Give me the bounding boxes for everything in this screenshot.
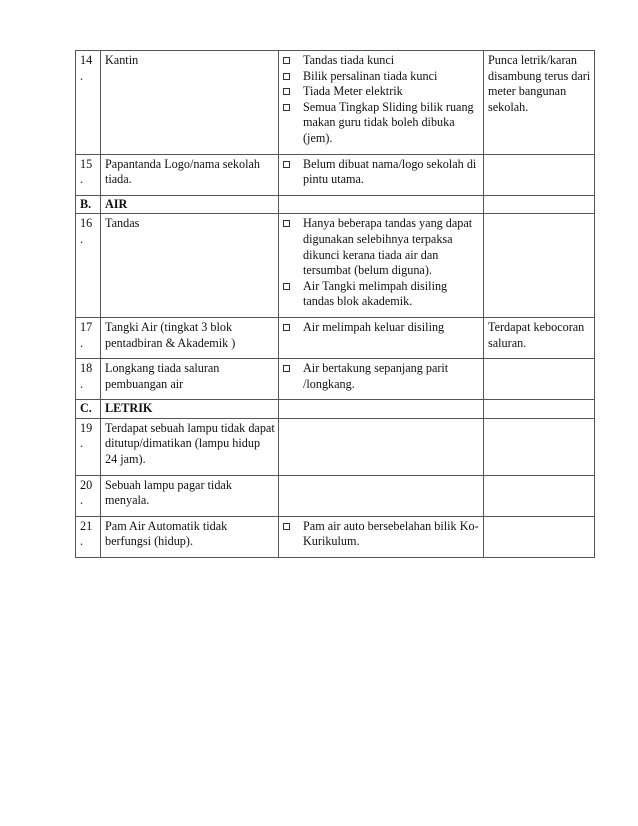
item-name: Tangki Air (tingkat 3 blok pentadbiran & Akademik ): [101, 317, 279, 358]
row-number: 16 .: [76, 214, 101, 318]
remarks-cell: Punca letrik/karan disambung terus dari meter bangunan sekolah.: [484, 51, 595, 155]
row-number: 18 .: [76, 359, 101, 400]
list-item: [283, 320, 480, 336]
finding-text: Belum dibuat nama/logo sekolah di pintu utama.: [303, 156, 477, 187]
list-item: [283, 53, 480, 69]
findings-list: [283, 157, 480, 188]
checkbox-bullet-icon: [283, 73, 290, 80]
checkbox-bullet-icon: [283, 104, 290, 111]
inspection-table-body: [76, 51, 595, 558]
row-number: 19 .: [76, 418, 101, 475]
findings-cell: [279, 475, 484, 516]
remarks-cell: [484, 359, 595, 400]
table-row: [76, 418, 595, 475]
row-number: 14 .: [76, 51, 101, 155]
remarks-cell: [484, 154, 595, 195]
table-row: [76, 154, 595, 195]
item-name: Tandas: [101, 214, 279, 318]
checkbox-bullet-icon: [283, 220, 290, 227]
finding-text: Air bertakung sepanjang parit /longkang.: [303, 361, 449, 391]
checkbox-bullet-icon: [283, 523, 290, 530]
findings-cell: [279, 418, 484, 475]
section-header-row: [76, 400, 595, 419]
remarks-cell: [484, 516, 595, 557]
empty-cell: [484, 400, 595, 419]
findings-cell: [279, 359, 484, 400]
finding-text: Air Tangki melimpah disiling tandas blok akademik.: [303, 278, 448, 309]
checkbox-bullet-icon: [283, 365, 290, 372]
checkbox-bullet-icon: [283, 324, 290, 331]
list-item: [283, 100, 480, 147]
row-number: 17 .: [76, 317, 101, 358]
remarks-cell: [484, 475, 595, 516]
empty-cell: [484, 195, 595, 214]
remarks-cell: [484, 214, 595, 318]
findings-list: [283, 519, 480, 550]
list-item: [283, 84, 480, 100]
item-name: Pam Air Automatik tidak berfungsi (hidup).: [101, 516, 279, 557]
finding-text: Semua Tingkap Sliding bilik ruang makan guru tidak boleh dibuka (jem).: [303, 99, 474, 145]
section-title: LETRIK: [101, 400, 279, 419]
list-item: [283, 216, 480, 278]
row-number: 21 .: [76, 516, 101, 557]
item-name: Sebuah lampu pagar tidak menyala.: [101, 475, 279, 516]
table-row: [76, 317, 595, 358]
finding-text: Tiada Meter elektrik: [303, 84, 403, 99]
table-row: [76, 516, 595, 557]
inspection-table: [75, 50, 595, 558]
findings-list: [283, 361, 480, 392]
table-row: [76, 359, 595, 400]
table-row: [76, 51, 595, 155]
findings-cell: [279, 317, 484, 358]
row-number: 15 .: [76, 154, 101, 195]
section-header-row: [76, 195, 595, 214]
item-name: Terdapat sebuah lampu tidak dapat ditutup/dimatikan (lampu hidup 24 jam).: [101, 418, 279, 475]
findings-cell: [279, 154, 484, 195]
item-name: Papantanda Logo/nama sekolah tiada.: [101, 154, 279, 195]
checkbox-bullet-icon: [283, 283, 290, 290]
finding-text: Hanya beberapa tandas yang dapat digunakan selebihnya terpaksa dikunci kerana tiada air dan tersumbat (belum diguna).: [303, 216, 473, 278]
empty-cell: [279, 195, 484, 214]
findings-list: [283, 320, 480, 336]
findings-cell: [279, 214, 484, 318]
checkbox-bullet-icon: [283, 57, 290, 64]
list-item: [283, 519, 480, 550]
findings-list: [283, 216, 480, 310]
section-title: AIR: [101, 195, 279, 214]
checkbox-bullet-icon: [283, 161, 290, 168]
findings-cell: [279, 51, 484, 155]
findings-list: [283, 53, 480, 147]
checkbox-bullet-icon: [283, 88, 290, 95]
section-letter: C.: [76, 400, 101, 419]
remarks-cell: Terdapat kebocoran saluran.: [484, 317, 595, 358]
section-letter: B.: [76, 195, 101, 214]
table-row: [76, 214, 595, 318]
list-item: [283, 361, 480, 392]
item-name: Longkang tiada saluran pembuangan air: [101, 359, 279, 400]
item-name: Kantin: [101, 51, 279, 155]
finding-text: Bilik persalinan tiada kunci: [303, 68, 438, 83]
findings-cell: [279, 516, 484, 557]
list-item: [283, 279, 480, 310]
finding-text: Air melimpah keluar disiling: [303, 319, 445, 334]
finding-text: Tandas tiada kunci: [303, 53, 395, 67]
empty-cell: [279, 400, 484, 419]
remarks-cell: [484, 418, 595, 475]
list-item: [283, 157, 480, 188]
finding-text: Pam air auto bersebelahan bilik Ko-Kurikulum.: [303, 518, 479, 549]
list-item: [283, 69, 480, 85]
row-number: 20 .: [76, 475, 101, 516]
table-row: [76, 475, 595, 516]
